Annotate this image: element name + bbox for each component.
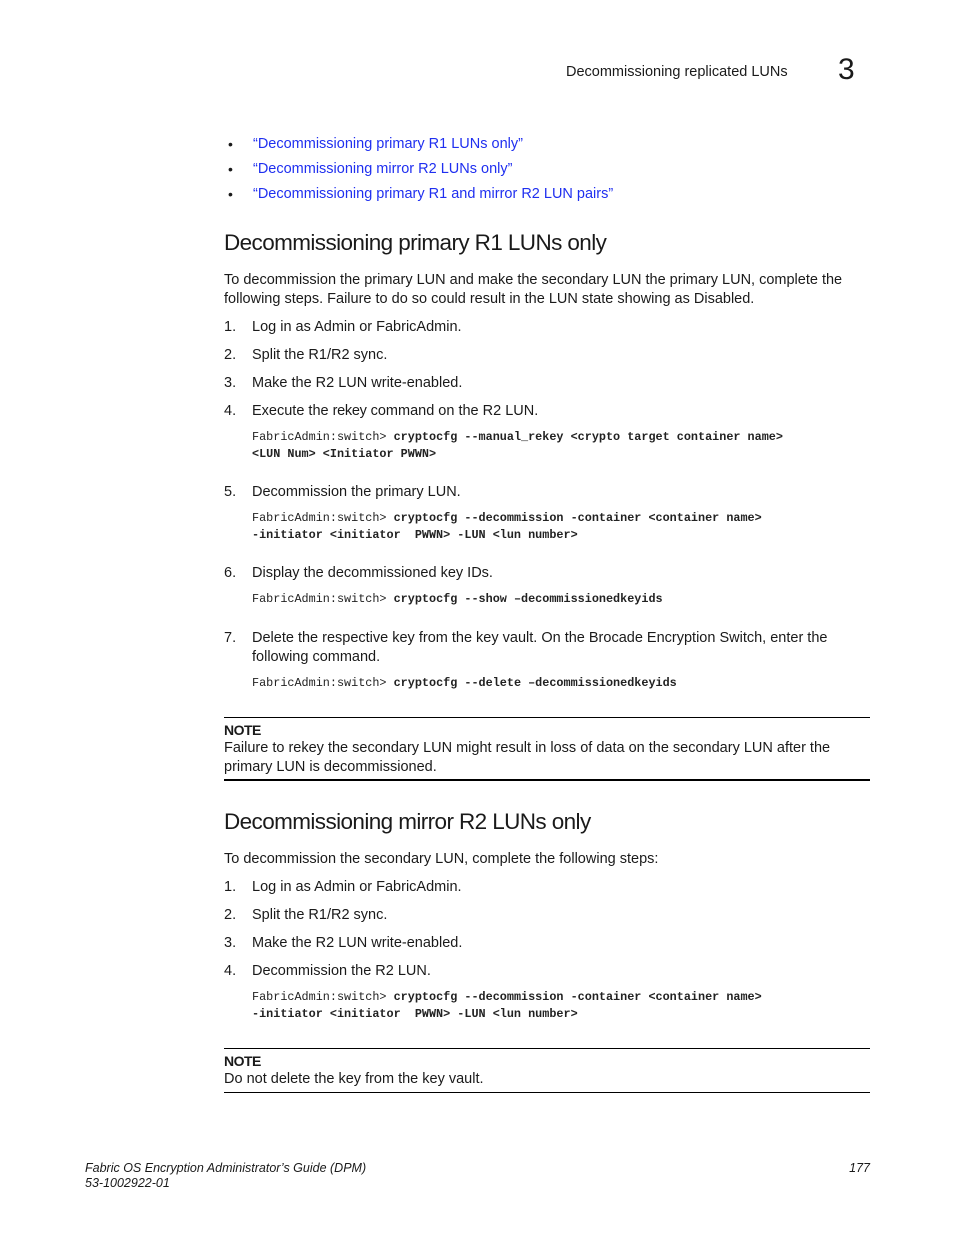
step-number: 3. bbox=[224, 375, 237, 391]
step-number: 2. bbox=[224, 347, 237, 363]
note-top-rule bbox=[224, 1048, 870, 1049]
step-text bbox=[252, 402, 864, 421]
bullet-icon: • bbox=[228, 161, 233, 177]
cli-command: cryptocfg --decommission -container <container name> bbox=[393, 990, 762, 1004]
step-text: Make the R2 LUN write-enabled. bbox=[252, 935, 463, 951]
section-heading-mirror-r2: Decommissioning mirror R2 LUNs only bbox=[224, 809, 591, 834]
link-decommission-mirror-r2[interactable]: “Decommissioning mirror R2 LUNs only” bbox=[253, 161, 513, 177]
cli-command: cryptocfg --delete –decommissionedkeyids bbox=[393, 676, 677, 690]
note-text bbox=[224, 739, 864, 777]
step-number: 6. bbox=[224, 565, 237, 581]
step-text-line: Delete the respective key from the key vault. On the Brocade Encryption Switch, enter the bbox=[252, 630, 828, 646]
command-name: rekey bbox=[332, 403, 367, 419]
step-text: Split the R1/R2 sync. bbox=[252, 907, 388, 923]
step-text: Make the R2 LUN write-enabled. bbox=[252, 375, 463, 391]
step-text bbox=[252, 629, 864, 666]
note-label: NOTE bbox=[224, 722, 261, 738]
bullet-icon: • bbox=[228, 186, 233, 202]
step-text-part: command on the R2 LUN. bbox=[366, 403, 539, 419]
note-label: NOTE bbox=[224, 1053, 261, 1069]
footer-doc-title: Fabric OS Encryption Administrator’s Guide (DPM) bbox=[85, 1161, 367, 1175]
step-text: Display the decommissioned key IDs. bbox=[252, 565, 493, 581]
code-block-show bbox=[252, 591, 663, 608]
cli-command: <LUN Num> <Initiator PWWN> bbox=[252, 447, 437, 461]
cli-prompt: FabricAdmin:switch> bbox=[252, 430, 394, 444]
footer-doc-number: 53-1002922-01 bbox=[85, 1176, 170, 1190]
section-heading-primary-r1: Decommissioning primary R1 LUNs only bbox=[224, 230, 607, 255]
bullet-icon: • bbox=[228, 136, 233, 152]
cli-prompt: FabricAdmin:switch> bbox=[252, 511, 394, 525]
code-block-decommission bbox=[252, 510, 762, 544]
cli-command: cryptocfg --manual_rekey <crypto target container name> bbox=[393, 430, 783, 444]
code-block-delete bbox=[252, 675, 677, 692]
cli-command: -initiator <initiator PWWN> -LUN <lun number> bbox=[252, 1007, 578, 1021]
step-number: 1. bbox=[224, 319, 237, 335]
step-text: Log in as Admin or FabricAdmin. bbox=[252, 319, 462, 335]
intro-line: To decommission the primary LUN and make the secondary LUN the primary LUN, complete the bbox=[224, 272, 843, 288]
step-number: 7. bbox=[224, 630, 237, 646]
step-number: 2. bbox=[224, 907, 237, 923]
step-number: 1. bbox=[224, 879, 237, 895]
note-bottom-rule bbox=[224, 779, 870, 781]
section1-intro bbox=[224, 271, 864, 308]
code-block-rekey bbox=[252, 429, 783, 463]
cli-command: cryptocfg --decommission -container <container name> bbox=[393, 511, 762, 525]
step-text: Decommission the primary LUN. bbox=[252, 484, 461, 500]
note-text: Do not delete the key from the key vault. bbox=[224, 1071, 484, 1087]
link-decommission-primary-r1[interactable]: “Decommissioning primary R1 LUNs only” bbox=[253, 136, 523, 152]
step-number: 5. bbox=[224, 484, 237, 500]
step-number: 4. bbox=[224, 403, 237, 419]
step-text: Log in as Admin or FabricAdmin. bbox=[252, 879, 462, 895]
cli-prompt: FabricAdmin:switch> bbox=[252, 676, 394, 690]
note-line: primary LUN is decommissioned. bbox=[224, 759, 437, 775]
step-number: 4. bbox=[224, 963, 237, 979]
intro-line: following steps. Failure to do so could result in the LUN state showing as Disabled. bbox=[224, 290, 755, 307]
step-text-line: following command. bbox=[252, 648, 381, 665]
running-header-title: Decommissioning replicated LUNs bbox=[566, 64, 788, 80]
step-text: Decommission the R2 LUN. bbox=[252, 963, 431, 979]
cli-prompt: FabricAdmin:switch> bbox=[252, 990, 394, 1004]
note-top-rule bbox=[224, 717, 870, 718]
chapter-number: 3 bbox=[838, 53, 855, 86]
cli-prompt: FabricAdmin:switch> bbox=[252, 592, 394, 606]
code-block-decommission-r2 bbox=[252, 989, 762, 1023]
step-text: Split the R1/R2 sync. bbox=[252, 347, 388, 363]
step-text-part: Execute the bbox=[252, 403, 333, 419]
step-number: 3. bbox=[224, 935, 237, 951]
page-number: 177 bbox=[849, 1161, 870, 1175]
section2-intro: To decommission the secondary LUN, complete the following steps: bbox=[224, 851, 659, 867]
link-decommission-r1-r2-pairs[interactable]: “Decommissioning primary R1 and mirror R2 LUN pairs” bbox=[253, 186, 614, 202]
cli-command: cryptocfg --show –decommissionedkeyids bbox=[393, 592, 663, 606]
note-line: Failure to rekey the secondary LUN might result in loss of data on the secondary LUN after the bbox=[224, 740, 831, 756]
note-bottom-rule bbox=[224, 1092, 870, 1093]
cli-command: -initiator <initiator PWWN> -LUN <lun number> bbox=[252, 528, 578, 542]
